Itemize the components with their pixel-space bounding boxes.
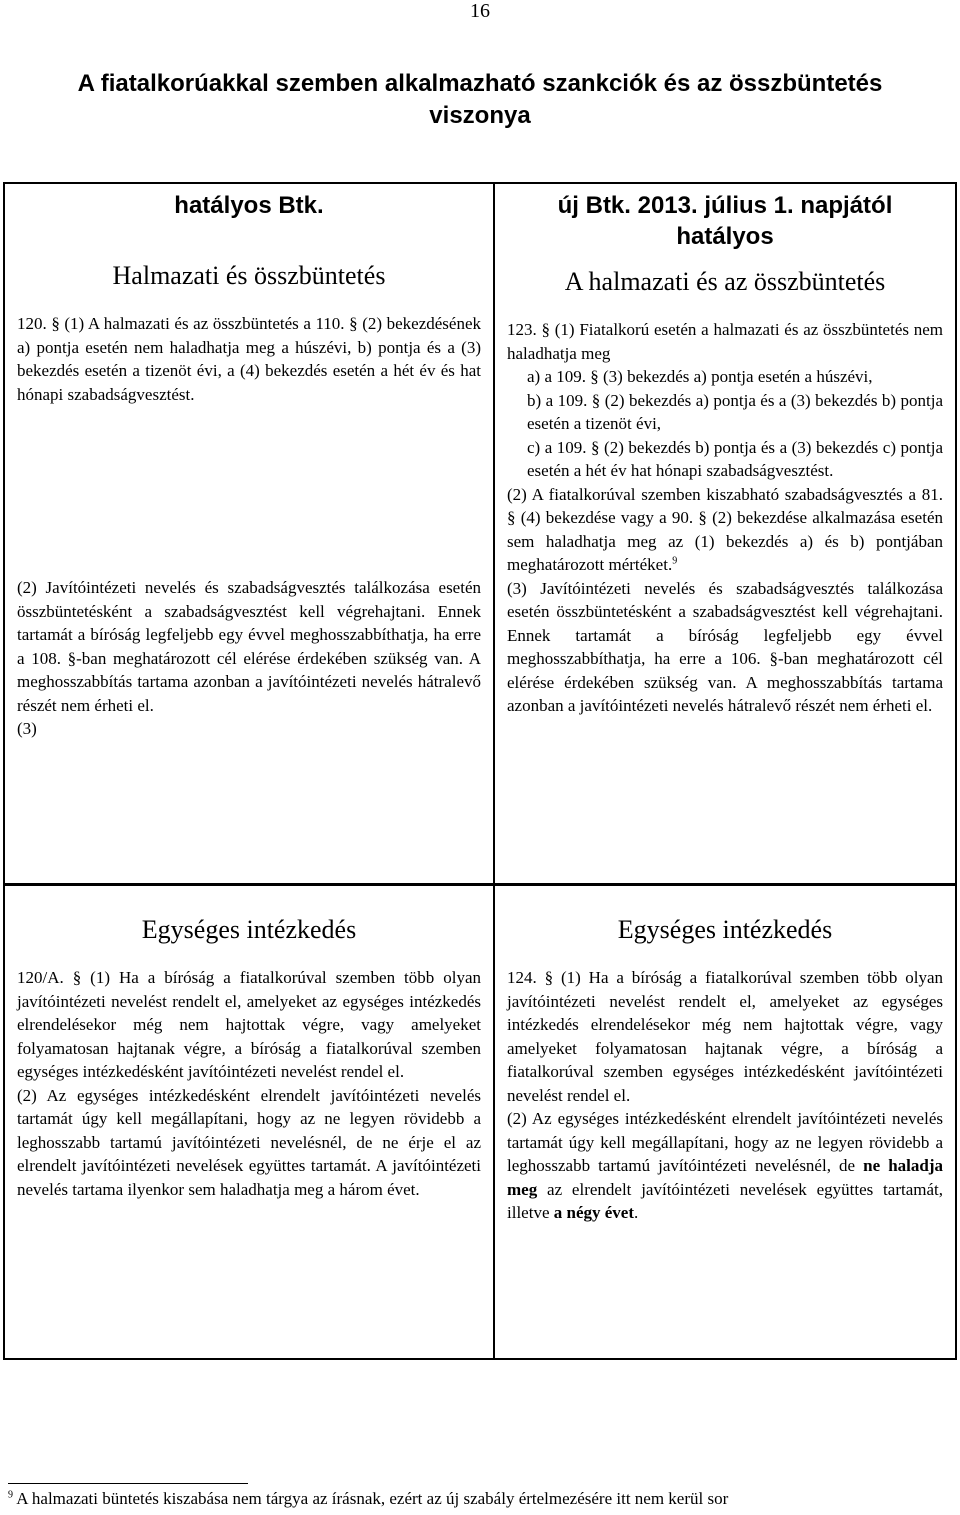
bold-phrase: a négy évet: [553, 1203, 634, 1222]
footnote-ref[interactable]: 9: [672, 555, 678, 567]
current-btk-column-2: [4, 885, 494, 1359]
section-title-left-1: Halmazati és összbüntetés: [112, 261, 386, 290]
comparison-table-bottom: [3, 884, 957, 1360]
current-btk-column: [4, 183, 494, 884]
column-header-new: új Btk. 2013. július 1. napjától hatályos: [557, 192, 893, 250]
new-btk-column: [494, 183, 956, 884]
paragraph-120: [17, 312, 481, 406]
paragraph-text: § (1) Ha a bíróság a fiatalkorúval szemben több olyan javítóintézeti nevelést rendelt el, amelyeket az egységes intézkedés elrendelésekor még nem hajtottak végre, vagy amelyeket folyamatosan hajtanak végre, a bíróság a fiatalkorúval szemben egységes intézkedésként javítóintézeti nevelést rendel el.: [507, 968, 943, 1105]
paragraph-text: § (1) Fiatalkorú esetén a halmazati és az összbüntetés nem haladhatja meg: [507, 320, 943, 363]
item-b: b) a 109. § (2) bekezdés a) pontja és a (3) bekezdés b) pontja esetén a tizenöt évi,: [527, 390, 943, 433]
paragraph-120a: [17, 966, 481, 1084]
footnote-divider: [8, 1483, 248, 1484]
page-number: 16: [470, 0, 490, 22]
section-title-right-2: Egységes intézkedés: [617, 915, 833, 944]
paragraph-120-2: (2) Javítóintézeti nevelés és szabadságvesztés találkozása esetén összbüntetésként a szabadságvesztést kell végrehajtani. Ennek tartamát a bíróság legfeljebb egy évvel meghosszabbíthatja, ha erre a 108. §-ban meghatározott cél elérése érdekében szükség van. A meghosszabbítás tartama azonban a javítóintézeti nevelés hátralevő részét nem érheti el.: [17, 578, 481, 715]
paragraph-number: 124.: [507, 968, 537, 987]
paragraph-number: 123.: [507, 320, 537, 339]
column-header-current: hatályos Btk.: [174, 192, 324, 219]
paragraph-text: § (1) Ha a bíróság a fiatalkorúval szemben több olyan javítóintézeti nevelést rendelt el, amelyeket az egységes intézkedés elrendelésekor még nem hajtottak végre, vagy amelyeket folyamatosan hajtanak végre, a bíróság a fiatalkorúval szemben egységes intézkedésként javítóintézeti nevelést rendel el.: [17, 968, 481, 1081]
document-title: A fiatalkorúakkal szemben alkalmazható szankciók és az összbüntetés viszonya: [77, 70, 883, 129]
paragraph-120a-2: (2) Az egységes intézkedésként elrendelt javítóintézeti nevelés tartamát úgy kell megállapítani, hogy az ne legyen rövidebb a leghosszabb tartamú javítóintézeti nevelésnél, de ne érje el az elrendelt javítóintézeti nevelések együttes tartamát. A javítóintézeti nevelés tartama ilyenkor sem haladhatja meg a három évet.: [17, 1085, 481, 1199]
paragraph-123: [507, 318, 943, 365]
paragraph-text: § (1) A halmazati és az összbüntetés a 110. § (2) bekezdésének a) pontja esetén nem haladhatja meg a húszévi, b) pontja és a (3) bekezdés esetén a tizenöt évi, a (4) bekezdés esetén a hét év és hat hónapi szabadságvesztést.: [17, 314, 481, 404]
footnote-number: 9: [8, 1489, 13, 1501]
new-btk-column-2: [494, 885, 956, 1359]
comparison-table-top: [3, 182, 957, 885]
item-c: c) a 109. § (2) bekezdés b) pontja és a (3) bekezdés c) pontja esetén a hét év hat hónapi szabadságvesztést.: [527, 437, 943, 480]
paragraph-120-3: (3): [17, 719, 37, 738]
bold-phrase: ne haladja meg: [507, 1156, 944, 1199]
footnote: [8, 1488, 948, 1510]
paragraph-number: 120/A.: [17, 968, 64, 987]
paragraph-123-2: (2) A fiatalkorúval szemben kiszabható szabadságvesztés a 81. § (4) bekezdése vagy a 90. § (2) bekezdése alkalmazása esetén sem haladhatja meg az (1) bekezdés a) és b) pontjában meghatározott mértéket.$^9$: [507, 484, 943, 574]
paragraph-124: [507, 966, 943, 1107]
paragraph-123-3: (3) Javítóintézeti nevelés és szabadságvesztés találkozása esetén összbüntetésként a szabadságvesztést kell végrehajtani. Ennek tartamát a bíróság legfeljebb egy évvel meghosszabbíthatja, ha erre a 106. §-ban meghatározott cél elérése érdekében szükség van. A meghosszabbítás tartama azonban a javítóintézeti nevelés hátralevő részét nem érheti el.: [507, 578, 943, 715]
footnote-text: A halmazati büntetés kiszabása nem tárgya az írásnak, ezért az új szabály értelmezésére itt nem kerül sor: [13, 1489, 729, 1508]
paragraph-124-2: (2) Az egységes intézkedésként elrendelt javítóintézeti nevelés tartamát úgy kell megállapítani, hogy az ne legyen rövidebb a leghosszabb tartamú javítóintézeti nevelésnél, de ne haladja meg az elrendelt javítóintézeti nevelések együttes tartamát, illetve a négy évet.: [507, 1109, 944, 1222]
section-title-left-2: Egységes intézkedés: [141, 915, 357, 944]
item-a: a) a 109. § (3) bekezdés a) pontja esetén a húszévi,: [527, 367, 873, 386]
paragraph-number: 120.: [17, 314, 47, 333]
section-title-right-1: A halmazati és az összbüntetés: [564, 267, 886, 296]
